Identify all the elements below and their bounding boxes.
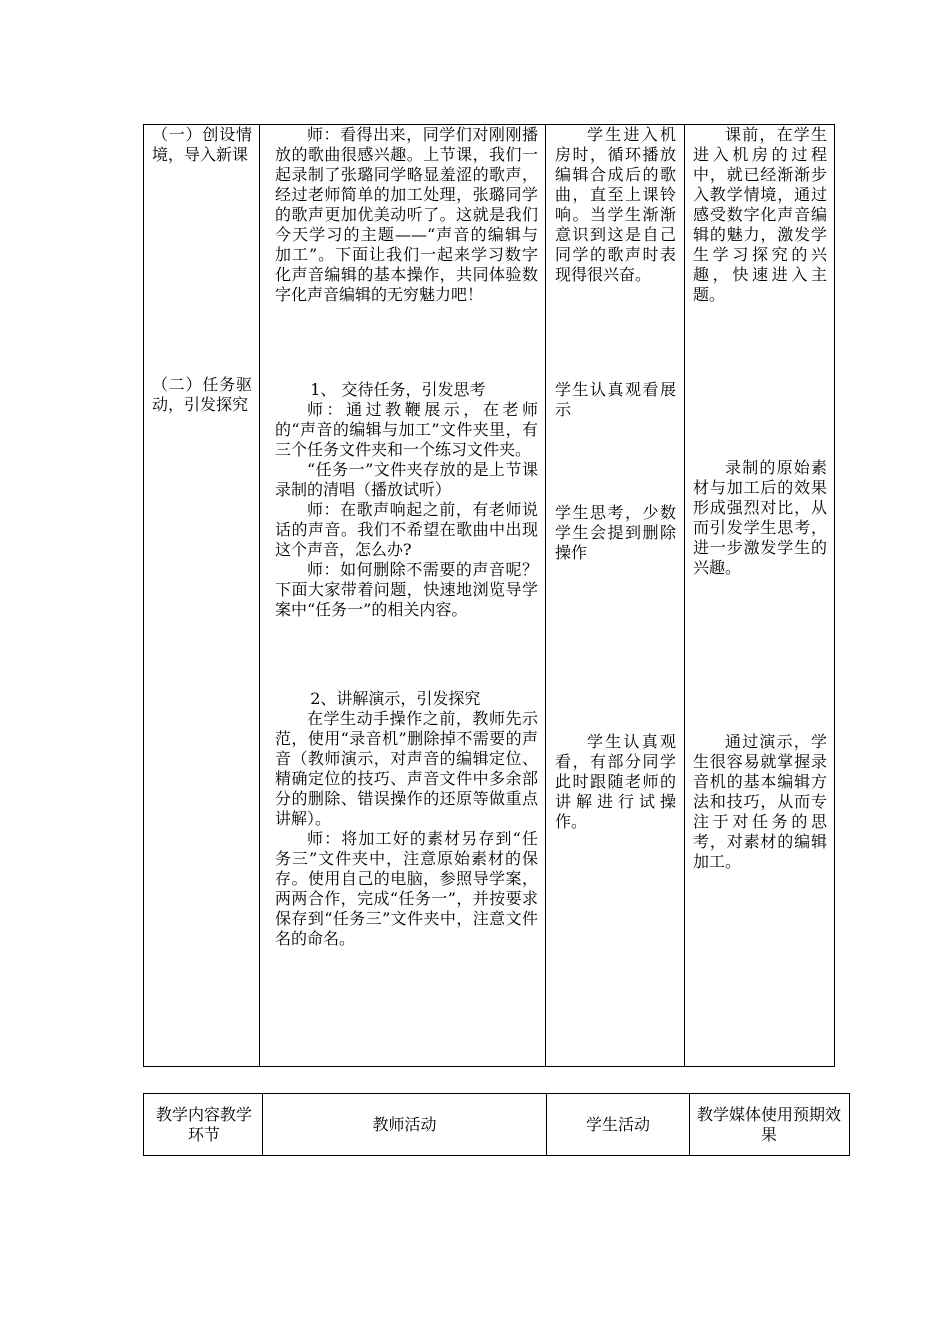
stage-1-label: （一）创设情境，导入新课 <box>152 125 252 164</box>
effect-2b <box>693 732 827 872</box>
header-table <box>143 1093 850 1156</box>
header-stage <box>150 1094 258 1155</box>
task1-paragraph: “任务一”文件夹存放的是上节课录制的清唱（播放试听） <box>275 460 538 499</box>
student-activity-2b: 学生思考，少数学生会提到删除操作 <box>555 503 676 562</box>
header-student <box>547 1094 689 1155</box>
task2-paragraph: 在学生动手操作之前，教师先示范，使用“录音机”删除掉不需要的声音（教师演示，对声音的编辑定位、精确定位的技巧、声音文件中多余部分的删除、错误操作的还原等做重点讲解）。 <box>275 709 538 828</box>
task1-paragraph: 师：在歌声响起之前，有老师说话的声音。我们不希望在歌曲中出现这个声音，怎么办? <box>275 500 538 559</box>
student-paragraph: 学生进入机房时，循环播放编辑合成后的歌曲，直至上课铃响。当学生渐渐意识到这是自己同学的歌声时表现得很兴奋。 <box>555 125 676 284</box>
column-divider <box>689 1094 690 1155</box>
header-student-label: 学生活动 <box>585 1114 650 1134</box>
column-divider <box>545 125 546 1066</box>
effect-2a <box>693 458 827 578</box>
column-divider <box>684 125 685 1066</box>
task2-title: 2、讲解演示，引发探究 <box>310 689 481 708</box>
column-divider <box>259 125 260 1066</box>
task1-title: 1、 交待任务，引发思考 <box>310 380 486 399</box>
task1-paragraph: 师：如何删除不需要的声音呢？下面大家带着问题，快速地浏览导学案中“任务一”的相关内容。 <box>275 560 538 619</box>
header-stage-label: 教学内容教学环节 <box>155 1104 252 1144</box>
stage-2-label: （二）任务驱动，引发探究 <box>152 375 252 414</box>
header-effect <box>696 1094 842 1155</box>
task2-paragraph: 师：将加工好的素材另存到“任务三”文件夹中，注意原始素材的保存。使用自己的电脑，参照导学案，两两合作，完成“任务一”，并按要求保存到“任务三”文件夹中，注意文件名的命名。 <box>275 829 538 948</box>
effect-paragraph: 通过演示，学生很容易就掌握录音机的基本编辑方法和技巧，从而专注于对任务的思考，对素材的编辑加工。 <box>693 732 827 871</box>
student-activity-2c <box>555 732 676 832</box>
teacher-paragraph: 师：看得出来，同学们对刚刚播放的歌曲很感兴趣。上节课，我们一起录制了张璐同学略显羞涩的歌声，经过老师简单的加工处理，张璐同学的歌声更加优美动听了。这就是我们今天学习的主题——“声音的编辑与加工”。下面让我们一起来学习数字化声音编辑的基本操作，共同体验数字化声音编辑的无穷魅力吧！ <box>275 125 538 304</box>
effect-paragraph: 录制的原始素材与加工后的效果形成强烈对比，从而引发学生思考，进一步激发学生的兴趣。 <box>693 458 827 577</box>
teacher-activity-1 <box>275 125 538 305</box>
student-paragraph: 学生认真观看，有部分同学此时跟随老师的讲解进行试操作。 <box>555 732 676 831</box>
task1-paragraph: 师：通过教鞭展示，在老师的“声音的编辑与加工”文件夹里，有三个任务文件夹和一个练习文件夹。 <box>275 400 538 459</box>
teacher-activity-2 <box>275 380 538 620</box>
lesson-table <box>143 124 835 1067</box>
header-effect-label: 教学媒体使用预期效果 <box>696 1104 841 1144</box>
student-activity-2a: 学生认真观看展示 <box>555 380 676 419</box>
student-activity-1 <box>555 125 676 285</box>
header-teacher-label: 教师活动 <box>372 1114 437 1134</box>
effect-paragraph: 课前，在学生进入机房的过程中，就已经渐渐步入教学情境，通过感受数字化声音编辑的魅力，激发学生学习探究的兴趣，快速进入主题。 <box>693 125 827 304</box>
teacher-activity-3 <box>275 689 538 949</box>
effect-1 <box>693 125 827 305</box>
header-teacher <box>263 1094 546 1155</box>
